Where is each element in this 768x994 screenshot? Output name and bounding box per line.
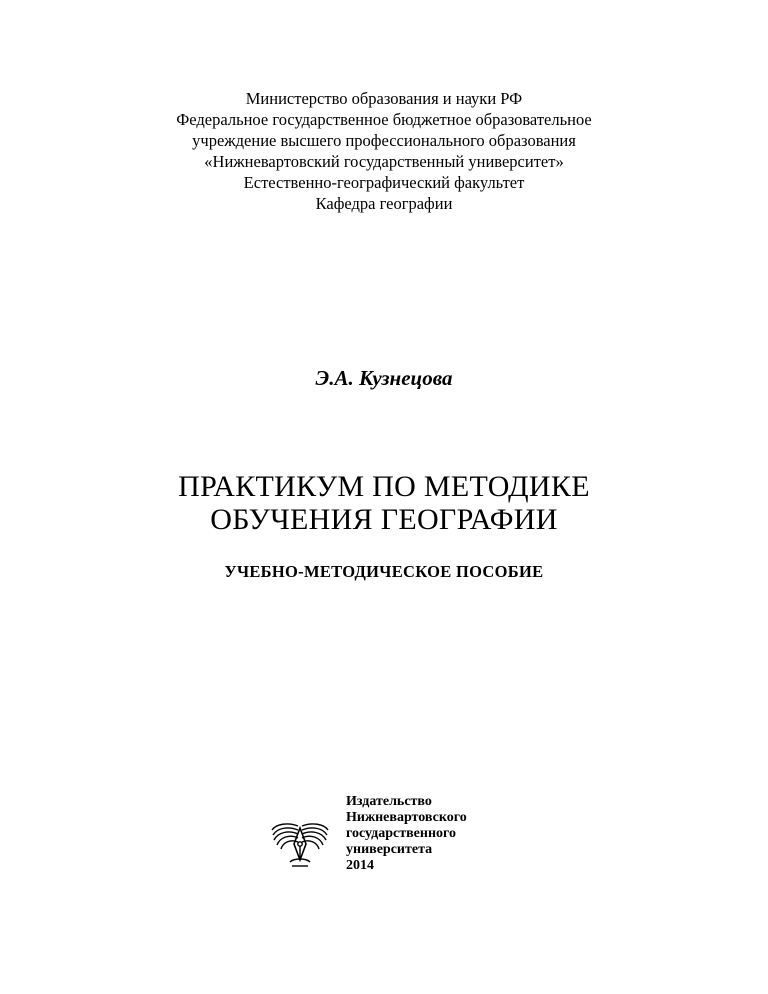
header-line-federal: Федеральное государственное бюджетное образовательное xyxy=(176,110,592,129)
header-line-ministry: Министерство образования и науки РФ xyxy=(245,89,523,108)
header-line-department: Кафедра географии xyxy=(315,194,453,213)
publisher-year: 2014 xyxy=(346,858,374,873)
publisher-block xyxy=(268,794,528,884)
publisher-text xyxy=(346,794,467,874)
institution-header xyxy=(0,88,768,214)
book-subtitle: УЧЕБНО-МЕТОДИЧЕСКОЕ ПОСОБИЕ xyxy=(224,562,544,581)
author-name: Э.А. Кузнецова xyxy=(315,366,453,390)
book-title-line-2: ОБУЧЕНИЯ ГЕОГРАФИИ xyxy=(210,503,558,536)
publisher-line-house: Издательство xyxy=(346,794,432,809)
publisher-line-state: государственного xyxy=(346,826,457,841)
book-title xyxy=(0,470,768,536)
book-pen-emblem-icon xyxy=(268,808,332,872)
book-title-line-1: ПРАКТИКУМ ПО МЕТОДИКЕ xyxy=(178,470,590,503)
header-line-university: «Нижневартовский государственный университет» xyxy=(204,152,564,171)
header-line-faculty: Естественно-географический факультет xyxy=(243,173,525,192)
publisher-line-city: Нижневартовского xyxy=(346,810,467,825)
header-line-institution-type: учреждение высшего профессионального образования xyxy=(192,131,576,150)
publisher-line-university: университета xyxy=(346,842,433,857)
